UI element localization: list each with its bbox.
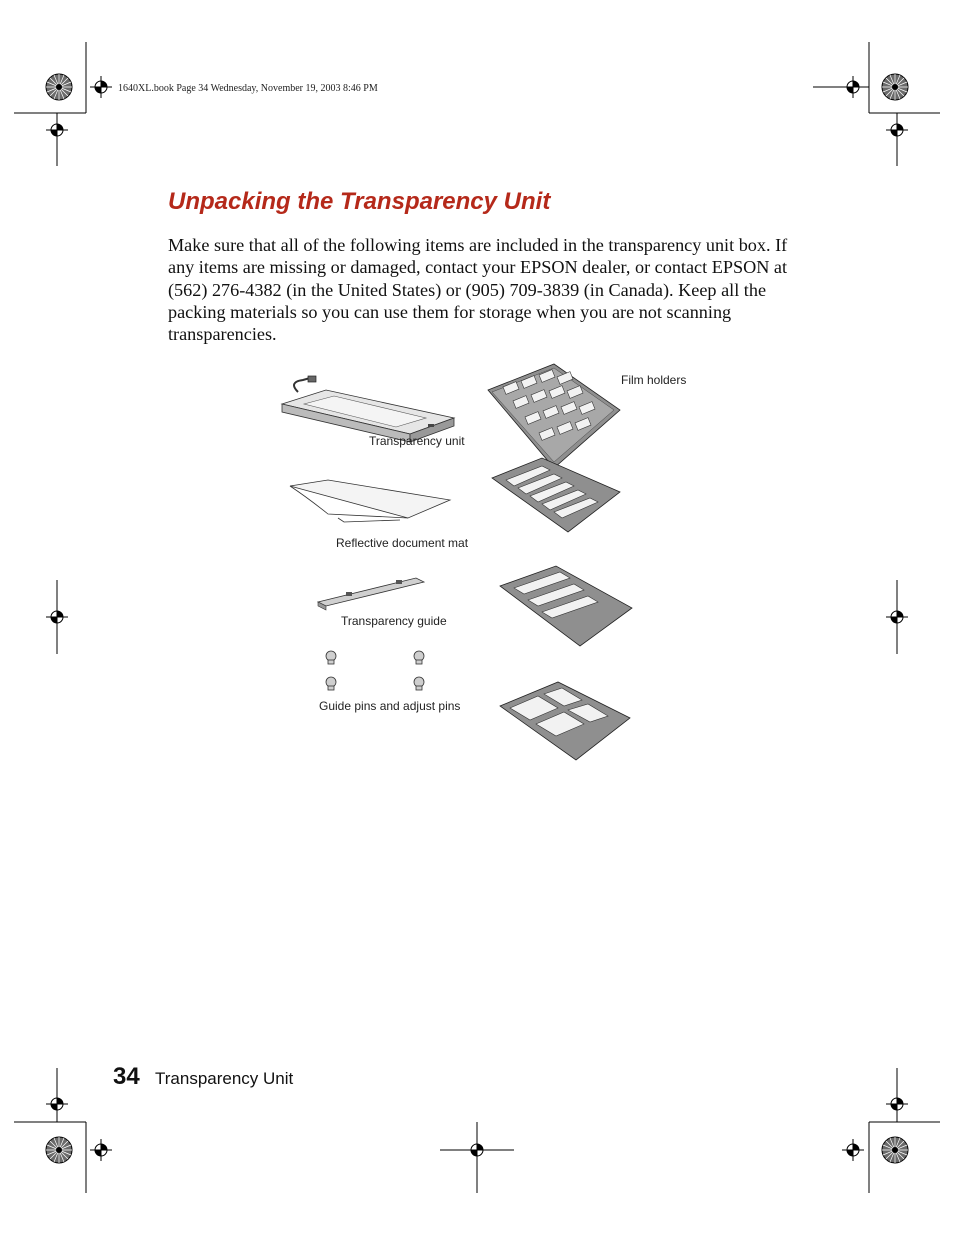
reflective-mat-illustration xyxy=(288,478,458,528)
body-paragraph xyxy=(168,234,808,345)
pins-label: Guide pins and adjust pins xyxy=(319,699,461,713)
reflective-mat-label: Reflective document mat xyxy=(336,536,469,550)
chapter-title: Transparency Unit xyxy=(155,1069,294,1088)
items-figure xyxy=(270,360,710,770)
transparency-unit-label: Transparency unit xyxy=(369,434,465,448)
transparency-guide-illustration xyxy=(316,574,428,610)
film-holders-label: Film holders xyxy=(621,373,687,387)
film-holder-strips xyxy=(488,456,628,536)
film-holder-4x5 xyxy=(496,680,636,764)
page-number: 34 xyxy=(113,1063,140,1090)
transparency-guide-label: Transparency guide xyxy=(341,614,447,628)
transparency-unit-illustration xyxy=(278,372,458,442)
section-title: Unpacking the Transparency Unit xyxy=(168,188,551,215)
file-info-header: 1640XL.book Page 34 Wednesday, November 19, 2003 8:46 PM xyxy=(118,83,378,94)
body-text: Make sure that all of the following items are included in the transparency unit box. If any items are missing or damaged, contact your EPSON dealer, or contact EPSON at (562) 276-4382 (in the United States) or (905) 709-3839 (in Canada). Keep all the packing materials so you can use them for storage when you are not scanning transparencies. xyxy=(168,235,788,345)
guide-pins-illustration xyxy=(322,650,432,694)
film-holder-medium-format xyxy=(496,564,636,648)
